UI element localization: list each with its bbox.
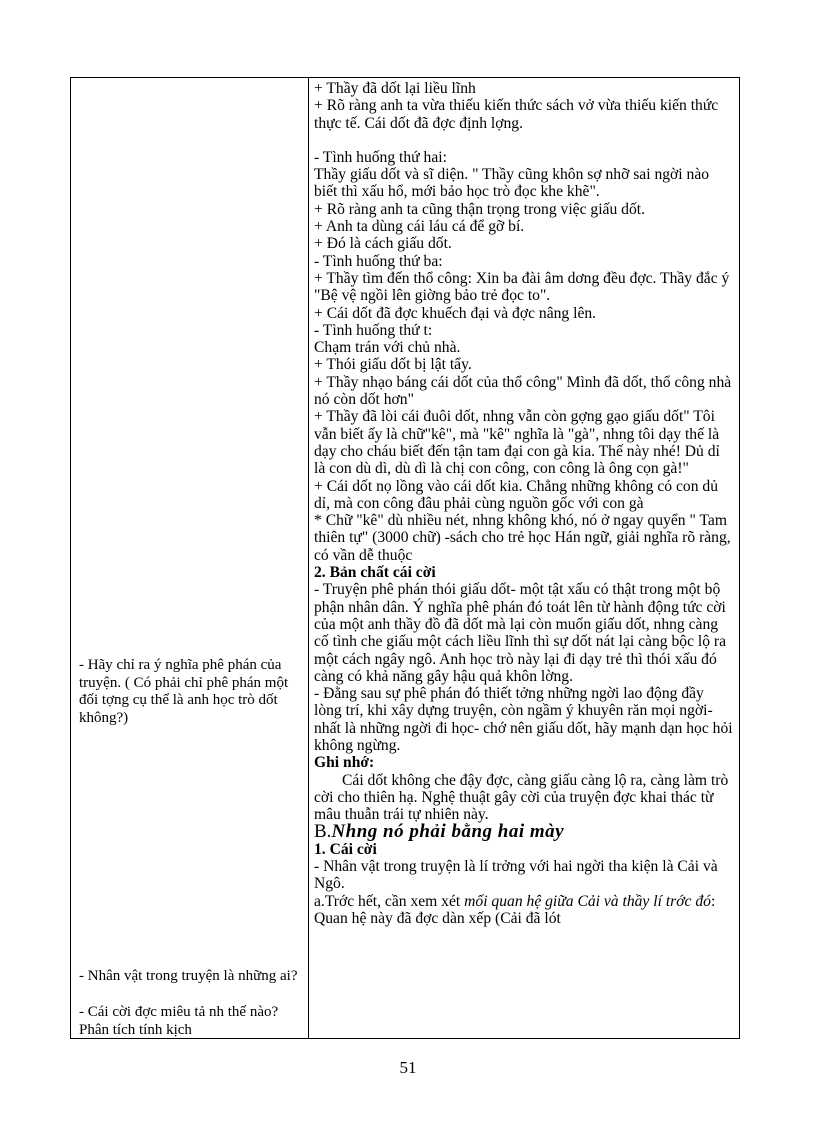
line-16: + Cái dốt nọ lồng vào cái dốt kia. Chẳng những không có con dủ dỉ, mà con công đâu phải cùng nguồn gốc với con gà bbox=[314, 477, 718, 512]
line-9: + Thầy tìm đến thổ công: Xin ba đài âm dơng đều đợc. Thầy đắc ý "Bệ vệ ngồi lên giờng bảo trẻ đọc to". bbox=[314, 269, 730, 305]
section-b-title: Nhng nó phải bằng hai mày bbox=[331, 821, 565, 843]
ghi-nho-heading: Ghi nhớ: bbox=[314, 754, 375, 772]
line-8: - Tình huống thứ ba: bbox=[314, 252, 443, 270]
page-number: 51 bbox=[399, 1058, 417, 1077]
line-6: + Anh ta dùng cái láu cá để gỡ bí. bbox=[314, 218, 525, 236]
line-14: + Thầy nhạo báng cái dốt của thổ công" Mình đã dốt, thổ công nhà nó còn dốt hơn" bbox=[314, 373, 732, 409]
line-4: Thầy giấu dốt và sĩ diện. " Thầy cũng khôn sợ nhỡ sai ngời nào biết thì xấu hổ, mới bảo học trò đọc khe khẽ". bbox=[314, 166, 710, 201]
line-5: + Rõ ràng anh ta cũng thận trọng trong việc giấu dốt. bbox=[314, 200, 645, 218]
sub-1-heading: 1. Cái cời bbox=[314, 840, 377, 858]
line-3: - Tình huống thứ hai: bbox=[314, 148, 447, 166]
question-characters: - Nhân vật trong truyện là những ai? bbox=[79, 968, 298, 984]
last-italic: mối quan hệ giữa Cải và thầy lí trớc đó bbox=[464, 892, 711, 910]
last-suffix: : Quan hệ này đã đợc dàn xếp (Cải đã lót bbox=[314, 892, 716, 927]
line-7: + Đó là cách giấu dốt. bbox=[314, 235, 452, 253]
question-meaning: - Hãy chỉ ra ý nghĩa phê phán của truyện. ( Có phải chỉ phê phán một đối tợng cụ thể là anh học trò dốt không?) bbox=[79, 657, 289, 726]
last-prefix: a.Trớc hết, cần xem xét bbox=[314, 892, 465, 910]
section-2-para-1: - Truyện phê phán thói giấu dốt- một tật xấu có thật trong một bộ phận nhân dân. Ý nghĩa phê phán đó toát lên từ hành động tức cời của một anh thầy đồ đã dốt mà lại còn muốn giấu dốt, nhng càng cố tình che giấu một cách liều lĩnh thì sự dốt nát lại càng bộc lộ ra một cách ngây ngô. Anh học trò này lại đi dạy trẻ thì thói xấu đó càng có khả năng gây hậu quả khôn lờng. bbox=[314, 581, 727, 685]
sub-1-line: - Nhân vật trong truyện là lí trởng với hai ngời tha kiện là Cải và Ngô. bbox=[314, 858, 718, 893]
line-1: + Thầy đã dốt lại liều lĩnh bbox=[314, 80, 476, 97]
line-12: Chạm trán với chủ nhà. bbox=[314, 339, 461, 357]
ghi-nho-text: Cái dốt không che đậy đợc, càng giấu càng lộ ra, càng làm trò cời cho thiên hạ. Nghệ thuật gây cời của truyện đợc khai thác từ mâu thuẫn trái tự nhiên này. bbox=[314, 771, 729, 824]
content-table bbox=[70, 77, 740, 1039]
line-13: + Thói giấu dốt bị lật tẩy. bbox=[314, 356, 472, 374]
questions-column bbox=[71, 78, 309, 1038]
section-2-para-2: - Đằng sau sự phê phán đó thiết tởng những ngời lao động đầy lòng trí, khi xây dựng truyện, còn ngầm ý khuyên răn mọi ngời- nhất là những ngời đi học- chớ nên giấu dốt, hãy mạnh dạn học hỏi không ngừng. bbox=[314, 685, 733, 754]
question-laughter: - Cái cời đợc miêu tả nh thế nào? Phân tích tính kịch bbox=[79, 1004, 279, 1038]
answers-column bbox=[309, 78, 739, 1038]
line-10: + Cái dốt đã đợc khuếch đại và đợc nâng lên. bbox=[314, 304, 597, 322]
line-17: * Chữ "kê" dù nhiều nét, nhng không khó, nó ở ngay quyển " Tam thiên tự" (3000 chữ) -sách cho trẻ học Hán ngữ, giải nghĩa rõ ràng, có vần dễ thuộc bbox=[314, 512, 731, 564]
section-2-heading: 2. Bản chất cái cời bbox=[314, 564, 436, 582]
last-paragraph bbox=[314, 893, 735, 928]
line-11: - Tình huống thứ t: bbox=[314, 321, 433, 339]
answers-content bbox=[309, 78, 739, 927]
line-2: + Rõ ràng anh ta vừa thiếu kiến thức sách vở vừa thiếu kiến thức thực tế. Cái dốt đã đợc định lợng. bbox=[314, 97, 719, 132]
section-b-heading bbox=[314, 821, 735, 843]
line-15: + Thầy đã lòi cái đuôi dốt, nhng vẫn còn gợng gạo giấu dốt" Tôi vẫn biết ấy là chữ"kê", mà "kê" nghĩa là "gà", nhng tôi dạy thế là dạy cho cháu biết đến tận tam đại con gà kia. Thế này nhé! Dủ dỉ là con dù dì, dù dì là chị con công, con công là ông cọn gà!" bbox=[314, 408, 720, 478]
section-b-prefix: B. bbox=[314, 821, 332, 843]
